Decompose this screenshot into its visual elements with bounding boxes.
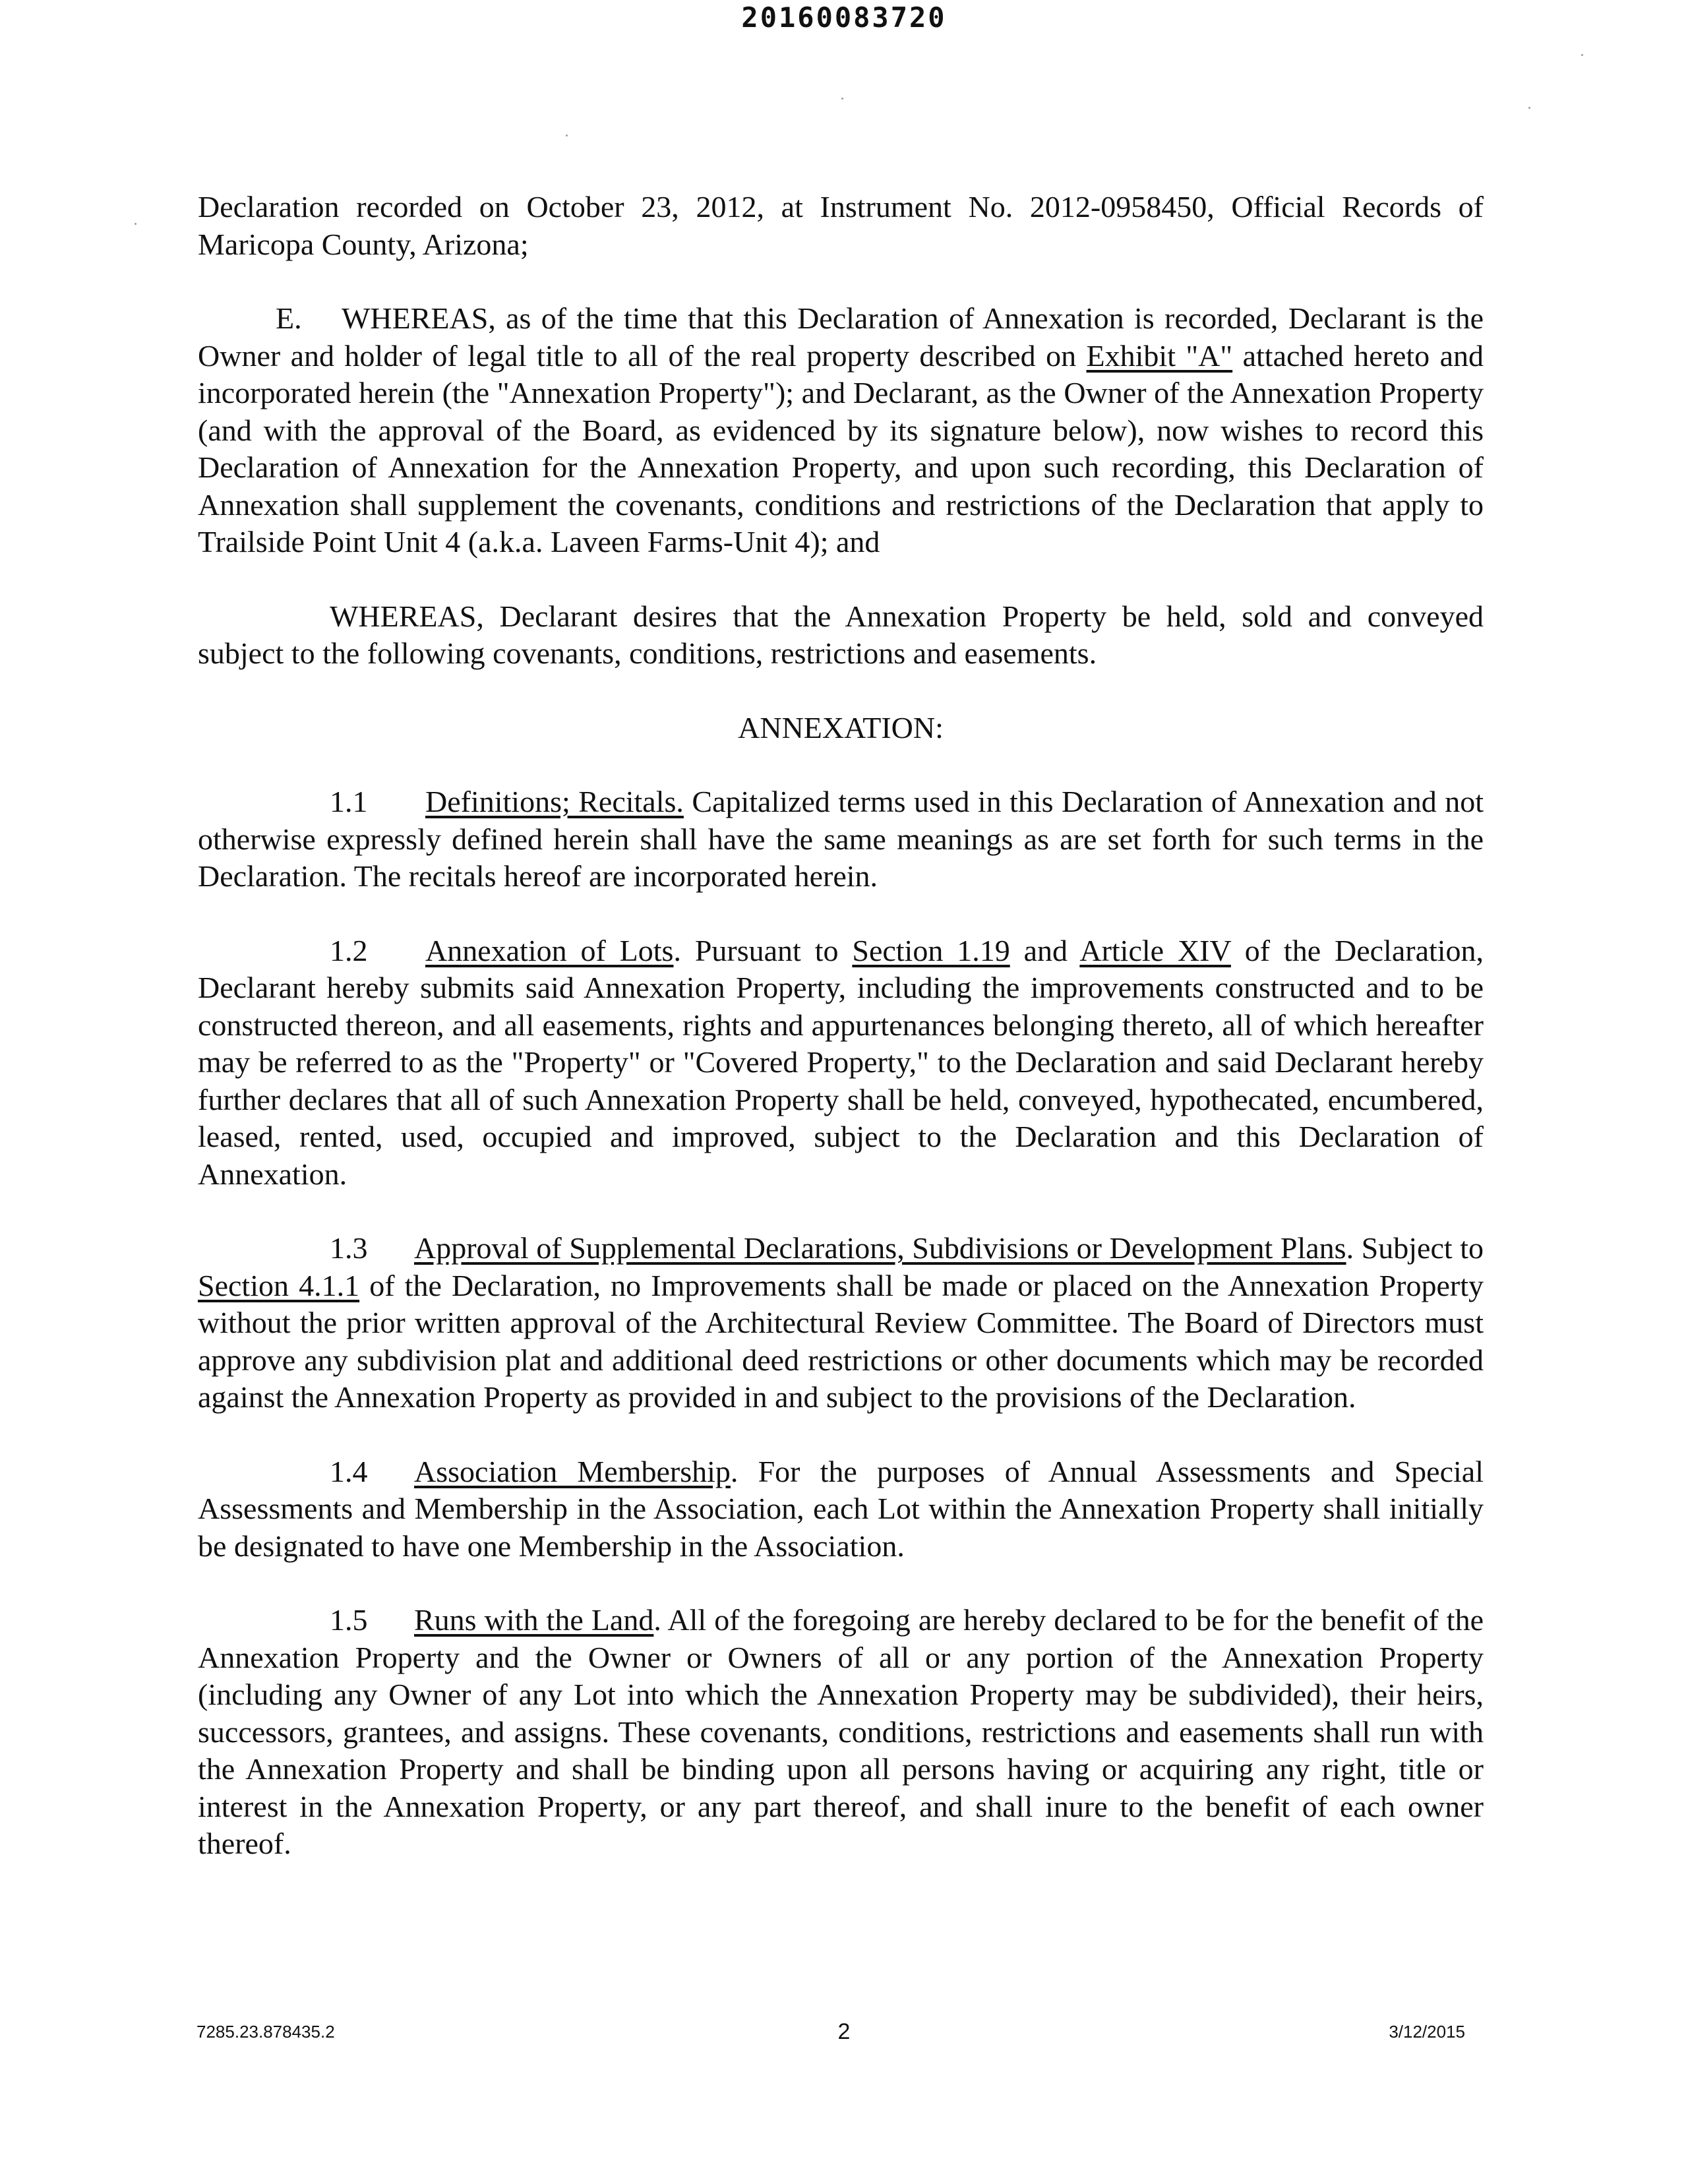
scan-speck (841, 98, 843, 100)
recording-number: 20160083720 (741, 1, 947, 34)
section-number: 1.4 (330, 1454, 368, 1488)
section-text: of the Declaration, Declarant hereby submits said Annexation Property, including the improvements constructed and to be constructed thereon, and all easements, rights and appurtenances belonging thereto, all of which hereafter may be referred to as the "Property" or "Covered Property," to the Declaration and said Declarant hereby further declares that all of such Annexation Property shall be held, conveyed, hypothecated, encumbered, leased, rented, used, occupied and improved, subject to the Declaration and this Declaration of Annexation. (198, 933, 1484, 1191)
section-title: Annexation of Lots (425, 933, 674, 967)
recital-e-label: E. (276, 301, 302, 335)
section-text: . Pursuant to (673, 933, 839, 967)
recital-e-text: WHEREAS, as of the time that this Declaration of Annexation is recorded, Declarant is the Owner and holder of legal title to all of the real property described on (198, 301, 1484, 373)
whereas-paragraph: WHEREAS, Declarant desires that the Annexation Property be held, sold and conveyed subject to the following covenants, conditions, restrictions and easements. (198, 599, 1484, 670)
scan-speck (566, 135, 568, 136)
footer-page-number: 2 (837, 2019, 851, 2044)
section-text: . For the purposes of Annual Assessments and Special Assessments and Membership in the Association, each Lot within the Annexation Property shall initially be designated to have one Membership in the Association. (198, 1454, 1484, 1563)
section-text: . Subject to (1346, 1231, 1484, 1265)
section-number: 1.3 (330, 1231, 368, 1265)
section-title: Approval of Supplemental Declarations, Subdivisions or Development Plans (414, 1231, 1346, 1265)
section-number: 1.1 (330, 785, 368, 818)
scan-speck (1581, 54, 1583, 56)
section-1-2 (198, 932, 1484, 1194)
article-reference: Article XIV (1079, 933, 1231, 967)
recital-e-text-continued: attached hereto and incorporated herein (the "Annexation Property"); and Declarant, as the Owner of the Annexation Property (and with the approval of the Board, as evidenced by its signature below), now wishes to record this Declaration of Annexation for the Annexation Property, and upon such recording, this Declaration of Annexation shall supplement the covenants, conditions and restrictions of the Declaration that apply to Trailside Point Unit 4 (a.k.a. Laveen Farms-Unit 4); and (198, 338, 1484, 559)
section-1-5 (198, 1602, 1484, 1863)
section-1-1 (198, 783, 1484, 895)
section-text: . All of the foregoing are hereby declared to be for the benefit of the Annexation Property and the Owner or Owners of all or any portion of the Annexation Property (including any Owner of any Lot into which the Annexation Property may be subdivided), their heirs, successors, grantees, and assigns. These covenants, conditions, restrictions and easements shall run with the Annexation Property and shall be binding upon all persons having or acquiring any right, title or interest in the Annexation Property, or any part thereof, and shall inure to the benefit of each owner thereof. (198, 1603, 1484, 1860)
section-number: 1.2 (330, 933, 368, 967)
footer-date: 3/12/2015 (1389, 2022, 1465, 2042)
section-reference: Section 1.19 (852, 933, 1010, 967)
section-1-4 (198, 1453, 1484, 1565)
annexation-heading: ANNEXATION: (738, 710, 944, 744)
section-title: Runs with the Land (414, 1603, 654, 1637)
section-number: 1.5 (330, 1603, 368, 1637)
footer-document-reference: 7285.23.878435.2 (196, 2022, 335, 2042)
section-text: of the Declaration, no Improvements shall be made or placed on the Annexation Property without the prior written approval of the Architectural Review Committee. The Board of Directors must approve any subdivision plat and additional deed restrictions or other documents which may be recorded against the Annexation Property as provided in and subject to the provisions of the Declaration. (198, 1268, 1484, 1414)
intro-paragraph: Declaration recorded on October 23, 2012, at Instrument No. 2012-0958450, Official Records of Maricopa County, Arizona; (198, 190, 1484, 261)
section-text: Capitalized terms used in this Declaration of Annexation and not otherwise expressly defined herein shall have the same meanings as are set forth for such terms in the Declaration. The recitals hereof are incorporated herein. (198, 785, 1484, 893)
section-title: Association Membership (414, 1454, 731, 1488)
document-body (198, 189, 1484, 1863)
exhibit-a-reference: Exhibit "A" (1086, 338, 1233, 373)
section-1-3 (198, 1230, 1484, 1416)
recital-e-paragraph (198, 300, 1484, 561)
scan-speck (1528, 107, 1530, 109)
section-text: and (1023, 933, 1068, 967)
section-title: Definitions; Recitals. (425, 785, 684, 818)
section-reference: Section 4.1.1 (198, 1268, 360, 1302)
scan-speck (135, 223, 136, 225)
